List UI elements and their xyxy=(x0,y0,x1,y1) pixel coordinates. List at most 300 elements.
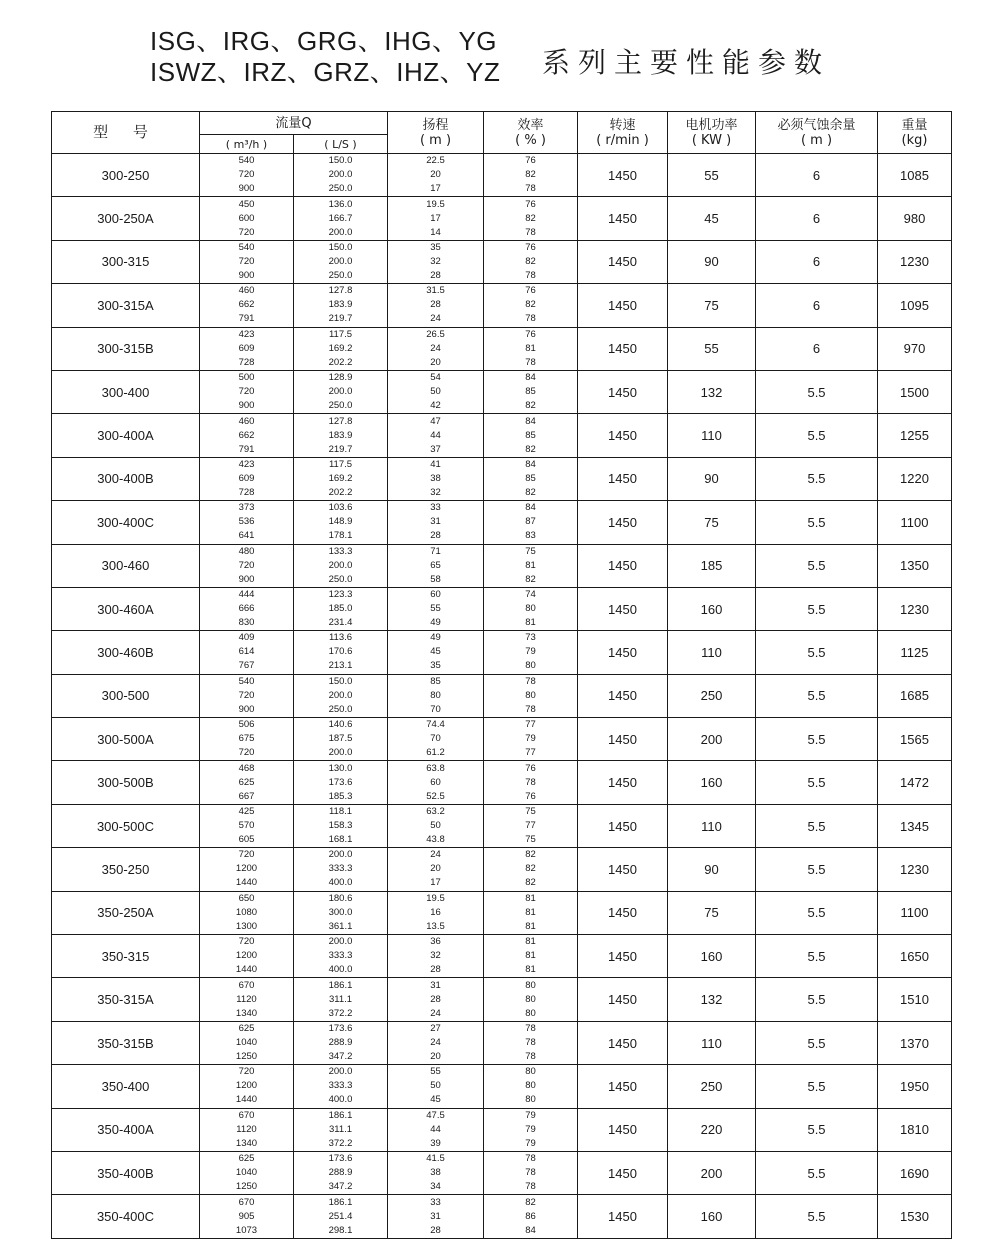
npsh-cell: 5.5 xyxy=(756,978,878,1021)
efficiency-cell-value: 78 xyxy=(525,226,536,238)
power-cell: 75 xyxy=(668,891,756,934)
flow-m3h-cell-value: 720 xyxy=(238,689,255,701)
npsh-cell: 5.5 xyxy=(756,1195,878,1239)
flow-ls-cell-value: 250.0 xyxy=(328,400,353,412)
head-cell-value: 17 xyxy=(430,183,441,195)
flow-m3h-cell xyxy=(200,1195,294,1239)
speed-cell: 1450 xyxy=(578,501,668,544)
flow-ls-cell-value: 185.0 xyxy=(328,603,353,615)
head-cell-value: 54 xyxy=(430,372,441,384)
flow-ls-cell-value: 200.0 xyxy=(328,169,353,181)
header-power-unit: ( KW ) xyxy=(691,132,732,148)
head-cell xyxy=(388,718,484,761)
head-cell-value: 47.5 xyxy=(426,1109,445,1121)
flow-m3h-cell-value: 670 xyxy=(238,979,255,991)
efficiency-cell-value: 78 xyxy=(525,776,536,788)
head-cell xyxy=(388,587,484,630)
flow-ls-cell-value: 183.9 xyxy=(328,299,353,311)
efficiency-cell-value: 84 xyxy=(525,372,536,384)
speed-cell: 1450 xyxy=(578,891,668,934)
header-npsh-unit: ( m ) xyxy=(800,132,833,148)
model-cell: 300-500C xyxy=(52,804,200,847)
model-cell: 350-400C xyxy=(52,1195,200,1239)
efficiency-cell-value: 77 xyxy=(525,820,536,832)
header-model: 型 号 xyxy=(52,112,200,154)
efficiency-cell-value: 85 xyxy=(525,386,536,398)
efficiency-cell-value: 85 xyxy=(525,472,536,484)
npsh-cell: 5.5 xyxy=(756,761,878,804)
efficiency-cell-value: 81 xyxy=(525,920,536,932)
flow-m3h-cell-value: 720 xyxy=(238,1066,255,1078)
npsh-cell: 5.5 xyxy=(756,935,878,978)
flow-m3h-cell-value: 720 xyxy=(238,386,255,398)
head-cell-value: 19.5 xyxy=(426,892,445,904)
head-cell xyxy=(388,284,484,327)
head-cell-value: 45 xyxy=(430,1094,441,1106)
head-cell xyxy=(388,1065,484,1108)
flow-m3h-cell-value: 1040 xyxy=(235,1167,258,1179)
flow-ls-cell-value: 250.0 xyxy=(328,703,353,715)
weight-cell: 1230 xyxy=(878,240,952,283)
efficiency-cell-value: 81 xyxy=(525,342,536,354)
efficiency-cell xyxy=(484,1021,578,1064)
head-cell-value: 50 xyxy=(430,820,441,832)
power-cell: 90 xyxy=(668,848,756,891)
flow-ls-cell-value: 200.0 xyxy=(328,386,353,398)
efficiency-cell xyxy=(484,197,578,240)
flow-m3h-cell xyxy=(200,978,294,1021)
head-cell-value: 20 xyxy=(430,863,441,875)
flow-ls-cell xyxy=(294,1021,388,1064)
head-cell-value: 80 xyxy=(430,689,441,701)
head-cell-value: 65 xyxy=(430,559,441,571)
flow-ls-cell xyxy=(294,891,388,934)
speed-cell: 1450 xyxy=(578,1021,668,1064)
model-cell: 350-250 xyxy=(52,848,200,891)
flow-m3h-cell xyxy=(200,457,294,500)
efficiency-cell-value: 78 xyxy=(525,1051,536,1062)
model-cell: 350-400 xyxy=(52,1065,200,1108)
head-cell xyxy=(388,501,484,544)
header-speed-unit: ( r/min ) xyxy=(596,132,649,148)
header-head-unit: ( m ) xyxy=(419,132,452,148)
flow-ls-cell-value: 333.3 xyxy=(328,1080,353,1092)
model-cell: 350-400A xyxy=(52,1108,200,1151)
power-cell: 75 xyxy=(668,501,756,544)
flow-m3h-cell-value: 728 xyxy=(238,486,255,498)
flow-m3h-cell xyxy=(200,414,294,457)
efficiency-cell-value: 82 xyxy=(525,443,536,455)
flow-m3h-cell xyxy=(200,1108,294,1151)
efficiency-cell-value: 82 xyxy=(525,1196,536,1208)
flow-ls-cell xyxy=(294,674,388,717)
speed-cell: 1450 xyxy=(578,1065,668,1108)
head-cell-value: 24 xyxy=(430,849,441,861)
flow-ls-cell-value: 200.0 xyxy=(328,255,353,267)
efficiency-cell-value: 80 xyxy=(525,1007,536,1019)
efficiency-cell-value: 78 xyxy=(525,675,536,687)
flow-ls-cell xyxy=(294,457,388,500)
model-cell: 300-400 xyxy=(52,370,200,413)
head-cell xyxy=(388,891,484,934)
flow-ls-cell-value: 128.9 xyxy=(328,372,353,384)
flow-ls-cell-value: 347.2 xyxy=(328,1181,353,1193)
efficiency-cell-value: 82 xyxy=(525,212,536,224)
header-speed-label: 转速 xyxy=(609,117,636,133)
efficiency-cell-value: 82 xyxy=(525,877,536,889)
table-row xyxy=(52,1021,952,1064)
efficiency-cell xyxy=(484,154,578,197)
flow-ls-cell-value: 130.0 xyxy=(328,762,353,774)
head-cell-value: 32 xyxy=(430,255,441,267)
table-header xyxy=(52,112,952,154)
npsh-cell: 5.5 xyxy=(756,1021,878,1064)
head-cell-value: 28 xyxy=(430,299,441,311)
power-cell: 132 xyxy=(668,370,756,413)
efficiency-cell xyxy=(484,240,578,283)
npsh-cell: 5.5 xyxy=(756,587,878,630)
head-cell-value: 41 xyxy=(430,458,441,470)
flow-ls-cell-value: 288.9 xyxy=(328,1167,353,1179)
npsh-cell: 6 xyxy=(756,197,878,240)
flow-ls-cell-value: 200.0 xyxy=(328,226,353,238)
speed-cell: 1450 xyxy=(578,978,668,1021)
flow-ls-cell-value: 118.1 xyxy=(328,806,353,818)
model-cell: 300-315A xyxy=(52,284,200,327)
efficiency-cell xyxy=(484,718,578,761)
table-row xyxy=(52,240,952,283)
flow-ls-cell-value: 186.1 xyxy=(328,1196,353,1208)
flow-m3h-cell xyxy=(200,761,294,804)
flow-m3h-cell xyxy=(200,718,294,761)
speed-cell: 1450 xyxy=(578,587,668,630)
head-cell-value: 31.5 xyxy=(426,285,445,297)
head-cell xyxy=(388,414,484,457)
efficiency-cell xyxy=(484,501,578,544)
model-cell: 300-250 xyxy=(52,154,200,197)
flow-ls-cell-value: 200.0 xyxy=(328,559,353,571)
head-cell-value: 39 xyxy=(430,1137,441,1149)
efficiency-cell xyxy=(484,1065,578,1108)
model-cell: 300-460A xyxy=(52,587,200,630)
weight-cell: 1100 xyxy=(878,891,952,934)
flow-ls-cell-value: 400.0 xyxy=(328,877,353,889)
power-cell: 200 xyxy=(668,1151,756,1194)
flow-ls-cell xyxy=(294,804,388,847)
head-cell xyxy=(388,1151,484,1194)
efficiency-cell-value: 84 xyxy=(525,458,536,470)
speed-cell: 1450 xyxy=(578,631,668,674)
flow-ls-cell-value: 200.0 xyxy=(328,1066,353,1078)
npsh-cell: 5.5 xyxy=(756,1065,878,1108)
head-cell-value: 20 xyxy=(430,356,441,368)
efficiency-cell-value: 76 xyxy=(525,241,536,253)
power-cell: 220 xyxy=(668,1108,756,1151)
flow-m3h-cell-value: 900 xyxy=(238,573,255,585)
efficiency-cell xyxy=(484,978,578,1021)
power-cell: 160 xyxy=(668,1195,756,1239)
weight-cell: 980 xyxy=(878,197,952,240)
table-row xyxy=(52,631,952,674)
head-cell-value: 33 xyxy=(430,502,441,514)
efficiency-cell-value: 85 xyxy=(525,429,536,441)
efficiency-cell-value: 79 xyxy=(525,1137,536,1149)
power-cell: 160 xyxy=(668,935,756,978)
flow-m3h-cell xyxy=(200,370,294,413)
head-cell-value: 24 xyxy=(430,1037,441,1048)
flow-ls-cell-value: 148.9 xyxy=(328,516,353,528)
flow-ls-cell-value: 173.6 xyxy=(328,1153,353,1165)
flow-m3h-cell-value: 1440 xyxy=(235,964,258,976)
flow-m3h-cell-value: 662 xyxy=(238,299,255,311)
flow-m3h-cell-value: 1250 xyxy=(235,1181,258,1193)
efficiency-cell-value: 75 xyxy=(525,834,536,846)
efficiency-cell-value: 84 xyxy=(525,502,536,514)
head-cell xyxy=(388,154,484,197)
head-cell xyxy=(388,804,484,847)
model-cell: 350-315 xyxy=(52,935,200,978)
flow-ls-cell-value: 178.1 xyxy=(328,530,353,542)
head-cell-value: 38 xyxy=(430,472,441,484)
table-row xyxy=(52,457,952,500)
npsh-cell: 5.5 xyxy=(756,457,878,500)
head-cell-value: 17 xyxy=(430,877,441,889)
power-cell: 200 xyxy=(668,718,756,761)
flow-m3h-cell-value: 444 xyxy=(238,589,255,601)
head-cell-value: 24 xyxy=(430,313,441,325)
efficiency-cell-value: 76 xyxy=(525,762,536,774)
flow-m3h-cell-value: 614 xyxy=(238,646,255,658)
flow-m3h-cell-value: 1120 xyxy=(236,1123,257,1135)
model-cell: 300-400B xyxy=(52,457,200,500)
power-cell: 45 xyxy=(668,197,756,240)
efficiency-cell xyxy=(484,1151,578,1194)
flow-m3h-cell-value: 423 xyxy=(238,458,255,470)
efficiency-cell-value: 76 xyxy=(525,285,536,297)
flow-m3h-cell-value: 720 xyxy=(238,169,255,181)
flow-m3h-cell-value: 900 xyxy=(238,703,255,715)
table-row xyxy=(52,370,952,413)
speed-cell: 1450 xyxy=(578,414,668,457)
flow-ls-cell-value: 400.0 xyxy=(328,964,353,976)
efficiency-cell-value: 79 xyxy=(525,646,536,658)
head-cell-value: 85 xyxy=(430,675,441,687)
flow-ls-cell xyxy=(294,1195,388,1239)
flow-ls-cell-value: 166.7 xyxy=(328,212,353,224)
npsh-cell: 6 xyxy=(756,284,878,327)
npsh-cell: 5.5 xyxy=(756,501,878,544)
flow-ls-cell-value: 168.1 xyxy=(328,834,353,846)
head-cell xyxy=(388,1021,484,1064)
flow-ls-cell-value: 250.0 xyxy=(328,183,353,195)
weight-cell: 1345 xyxy=(878,804,952,847)
flow-ls-cell-value: 372.2 xyxy=(328,1137,353,1149)
efficiency-cell-value: 77 xyxy=(525,747,536,759)
efficiency-cell xyxy=(484,631,578,674)
weight-cell: 1125 xyxy=(878,631,952,674)
flow-ls-cell-value: 200.0 xyxy=(328,936,353,948)
power-cell: 110 xyxy=(668,414,756,457)
power-cell: 160 xyxy=(668,587,756,630)
head-cell-value: 13.5 xyxy=(426,920,445,932)
flow-m3h-cell-value: 767 xyxy=(238,660,255,672)
efficiency-cell-value: 82 xyxy=(525,486,536,498)
flow-ls-cell-value: 202.2 xyxy=(328,486,353,498)
flow-m3h-cell-value: 662 xyxy=(238,429,255,441)
efficiency-cell-value: 87 xyxy=(525,516,536,528)
head-cell-value: 44 xyxy=(430,1123,441,1135)
efficiency-cell xyxy=(484,804,578,847)
flow-ls-cell-value: 103.6 xyxy=(328,502,353,514)
power-cell: 90 xyxy=(668,240,756,283)
flow-ls-cell-value: 185.3 xyxy=(328,790,353,802)
head-cell xyxy=(388,370,484,413)
weight-cell: 1500 xyxy=(878,370,952,413)
speed-cell: 1450 xyxy=(578,761,668,804)
npsh-cell: 6 xyxy=(756,154,878,197)
flow-m3h-cell-value: 1200 xyxy=(235,863,258,875)
flow-m3h-cell-value: 675 xyxy=(238,733,255,745)
title-block xyxy=(150,26,910,92)
flow-ls-cell-value: 136.0 xyxy=(328,198,353,210)
head-cell-value: 28 xyxy=(430,964,441,976)
efficiency-cell xyxy=(484,544,578,587)
head-cell-value: 49 xyxy=(430,617,441,629)
flow-ls-cell-value: 186.1 xyxy=(328,1109,353,1121)
efficiency-cell-value: 78 xyxy=(525,1153,536,1165)
weight-cell: 1565 xyxy=(878,718,952,761)
efficiency-cell-value: 78 xyxy=(525,1023,536,1034)
head-cell-value: 63.2 xyxy=(426,806,445,818)
head-cell-value: 20 xyxy=(430,169,441,181)
power-cell: 185 xyxy=(668,544,756,587)
npsh-cell: 5.5 xyxy=(756,544,878,587)
head-cell-value: 55 xyxy=(430,1066,441,1078)
efficiency-cell xyxy=(484,1195,578,1239)
flow-m3h-cell-value: 540 xyxy=(238,155,255,167)
head-cell-value: 36 xyxy=(430,936,441,948)
speed-cell: 1450 xyxy=(578,848,668,891)
speed-cell: 1450 xyxy=(578,1108,668,1151)
flow-m3h-cell-value: 1040 xyxy=(235,1037,258,1048)
flow-ls-cell-value: 219.7 xyxy=(328,313,353,325)
head-cell-value: 32 xyxy=(430,486,441,498)
speed-cell: 1450 xyxy=(578,804,668,847)
header-power xyxy=(668,112,756,154)
flow-ls-cell xyxy=(294,414,388,457)
head-cell-value: 41.5 xyxy=(426,1153,445,1165)
head-cell-value: 20 xyxy=(430,1051,441,1062)
efficiency-cell-value: 82 xyxy=(525,573,536,585)
weight-cell: 1085 xyxy=(878,154,952,197)
weight-cell: 1685 xyxy=(878,674,952,717)
flow-m3h-cell-value: 720 xyxy=(238,936,255,948)
flow-ls-cell xyxy=(294,327,388,370)
speed-cell: 1450 xyxy=(578,154,668,197)
flow-ls-cell-value: 200.0 xyxy=(328,689,353,701)
head-cell xyxy=(388,631,484,674)
head-cell xyxy=(388,1108,484,1151)
flow-m3h-cell-value: 720 xyxy=(238,849,255,861)
flow-ls-cell-value: 140.6 xyxy=(328,719,353,731)
header-efficiency-label: 效率 xyxy=(517,117,544,133)
efficiency-cell-value: 80 xyxy=(525,603,536,615)
head-cell-value: 31 xyxy=(430,1210,441,1222)
model-cell: 300-400A xyxy=(52,414,200,457)
flow-m3h-cell-value: 1250 xyxy=(235,1051,258,1062)
table-row xyxy=(52,284,952,327)
flow-m3h-cell-value: 720 xyxy=(238,559,255,571)
flow-m3h-cell xyxy=(200,891,294,934)
flow-ls-cell-value: 250.0 xyxy=(328,573,353,585)
model-cell: 300-500B xyxy=(52,761,200,804)
table-row xyxy=(52,891,952,934)
flow-m3h-cell-value: 625 xyxy=(238,776,255,788)
efficiency-cell-value: 80 xyxy=(525,1066,536,1078)
efficiency-cell-value: 80 xyxy=(525,1080,536,1092)
table-row xyxy=(52,414,952,457)
flow-m3h-cell-value: 1340 xyxy=(235,1007,258,1019)
efficiency-cell-value: 80 xyxy=(525,993,536,1005)
efficiency-cell xyxy=(484,327,578,370)
speed-cell: 1450 xyxy=(578,327,668,370)
header-flow-m3h: ( m³/h ) xyxy=(200,135,294,154)
efficiency-cell-value: 78 xyxy=(525,183,536,195)
efficiency-cell xyxy=(484,761,578,804)
efficiency-cell-value: 79 xyxy=(525,1109,536,1121)
weight-cell: 1370 xyxy=(878,1021,952,1064)
flow-ls-cell xyxy=(294,240,388,283)
head-cell-value: 50 xyxy=(430,1080,441,1092)
efficiency-cell-value: 76 xyxy=(525,198,536,210)
efficiency-cell-value: 84 xyxy=(525,415,536,427)
flow-m3h-cell-value: 666 xyxy=(238,603,255,615)
flow-m3h-cell-value: 450 xyxy=(238,198,255,210)
head-cell xyxy=(388,240,484,283)
flow-m3h-cell-value: 900 xyxy=(238,400,255,412)
flow-m3h-cell-value: 900 xyxy=(238,183,255,195)
flow-m3h-cell xyxy=(200,197,294,240)
flow-ls-cell-value: 202.2 xyxy=(328,356,353,368)
head-cell-value: 16 xyxy=(430,906,441,918)
flow-m3h-cell xyxy=(200,587,294,630)
efficiency-cell-value: 78 xyxy=(525,313,536,325)
efficiency-cell-value: 80 xyxy=(525,1094,536,1106)
head-cell-value: 70 xyxy=(430,733,441,745)
flow-ls-cell-value: 251.4 xyxy=(328,1210,353,1222)
head-cell xyxy=(388,674,484,717)
npsh-cell: 5.5 xyxy=(756,1108,878,1151)
weight-cell: 1810 xyxy=(878,1108,952,1151)
efficiency-cell-value: 76 xyxy=(525,790,536,802)
efficiency-cell xyxy=(484,891,578,934)
head-cell-value: 49 xyxy=(430,632,441,644)
flow-ls-cell xyxy=(294,501,388,544)
npsh-cell: 5.5 xyxy=(756,848,878,891)
power-cell: 110 xyxy=(668,1021,756,1064)
header-flow-ls: ( L/S ) xyxy=(294,135,388,154)
flow-ls-cell xyxy=(294,197,388,240)
efficiency-cell-value: 78 xyxy=(525,1167,536,1179)
flow-m3h-cell-value: 468 xyxy=(238,762,255,774)
flow-ls-cell-value: 311.1 xyxy=(328,1123,353,1135)
head-cell-value: 61.2 xyxy=(426,747,445,759)
flow-m3h-cell xyxy=(200,631,294,674)
flow-m3h-cell-value: 536 xyxy=(238,516,255,528)
model-cell: 300-500A xyxy=(52,718,200,761)
head-cell-value: 24 xyxy=(430,1007,441,1019)
head-cell-value: 24 xyxy=(430,342,441,354)
